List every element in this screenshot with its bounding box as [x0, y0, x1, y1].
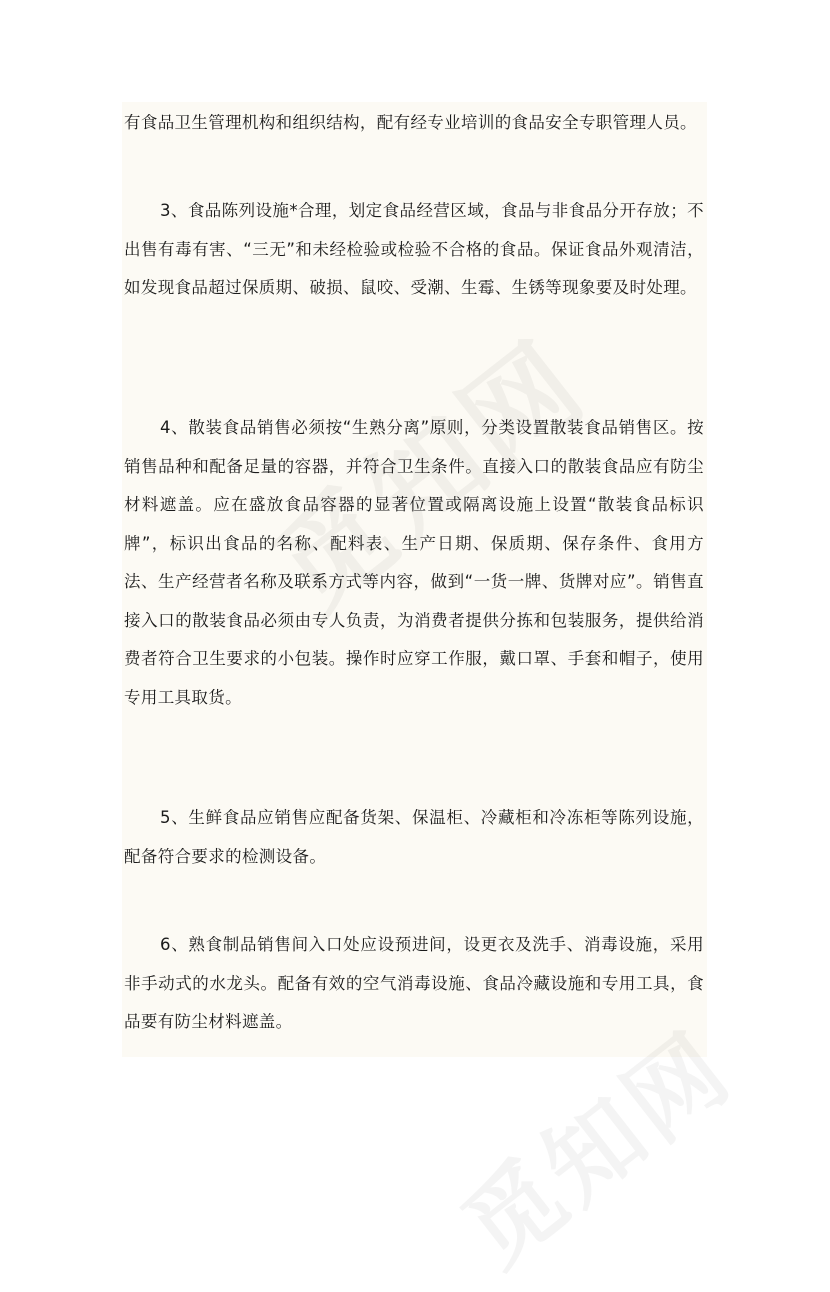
paragraph-item-4: 4、散装食品销售必须按“生熟分离”原则，分类设置散装食品销售区。按销售品种和配备足量的容器，并符合卫生条件。直接入口的散装食品应有防尘材料遮盖。应在盛放食品容器的显著位置或隔离设施上设置“散装食品标识牌”，标识出食品的名称、配料表、生产日期、保质期、保存条件、食用方法、生产经营者名称及联系方式等内容，做到“一货一牌、货牌对应”。销售直接入口的散装食品必须由专人负责，为消费者提供分拣和包装服务，提供给消费者符合卫生要求的小包装。操作时应穿工作服，戴口罩、手套和帽子，使用专用工具取货。: [124, 418, 704, 707]
paragraph-item-5: 5、生鲜食品应销售应配备货架、保温柜、冷藏柜和冷冻柜等陈列设施，配备符合要求的检测设备。: [124, 808, 704, 866]
paragraph-item-3: 3、食品陈列设施*合理，划定食品经营区域，食品与非食品分开存放；不出售有毒有害、“三无”和未经检验或检验不合格的食品。保证食品外观清洁，如发现食品超过保质期、破损、鼠咬、受潮、生霉、生锈等现象要及时处理。: [124, 201, 704, 297]
paragraph-item-6: 6、熟食制品销售间入口处应设预进间，设更衣及洗手、消毒设施，采用非手动式的水龙头。配备有效的空气消毒设施、食品冷藏设施和专用工具，食品要有防尘材料遮盖。: [124, 935, 704, 1031]
paragraph-continued: 有食品卫生管理机构和组织结构，配有经专业培训的食品安全专职管理人员。: [124, 113, 697, 132]
